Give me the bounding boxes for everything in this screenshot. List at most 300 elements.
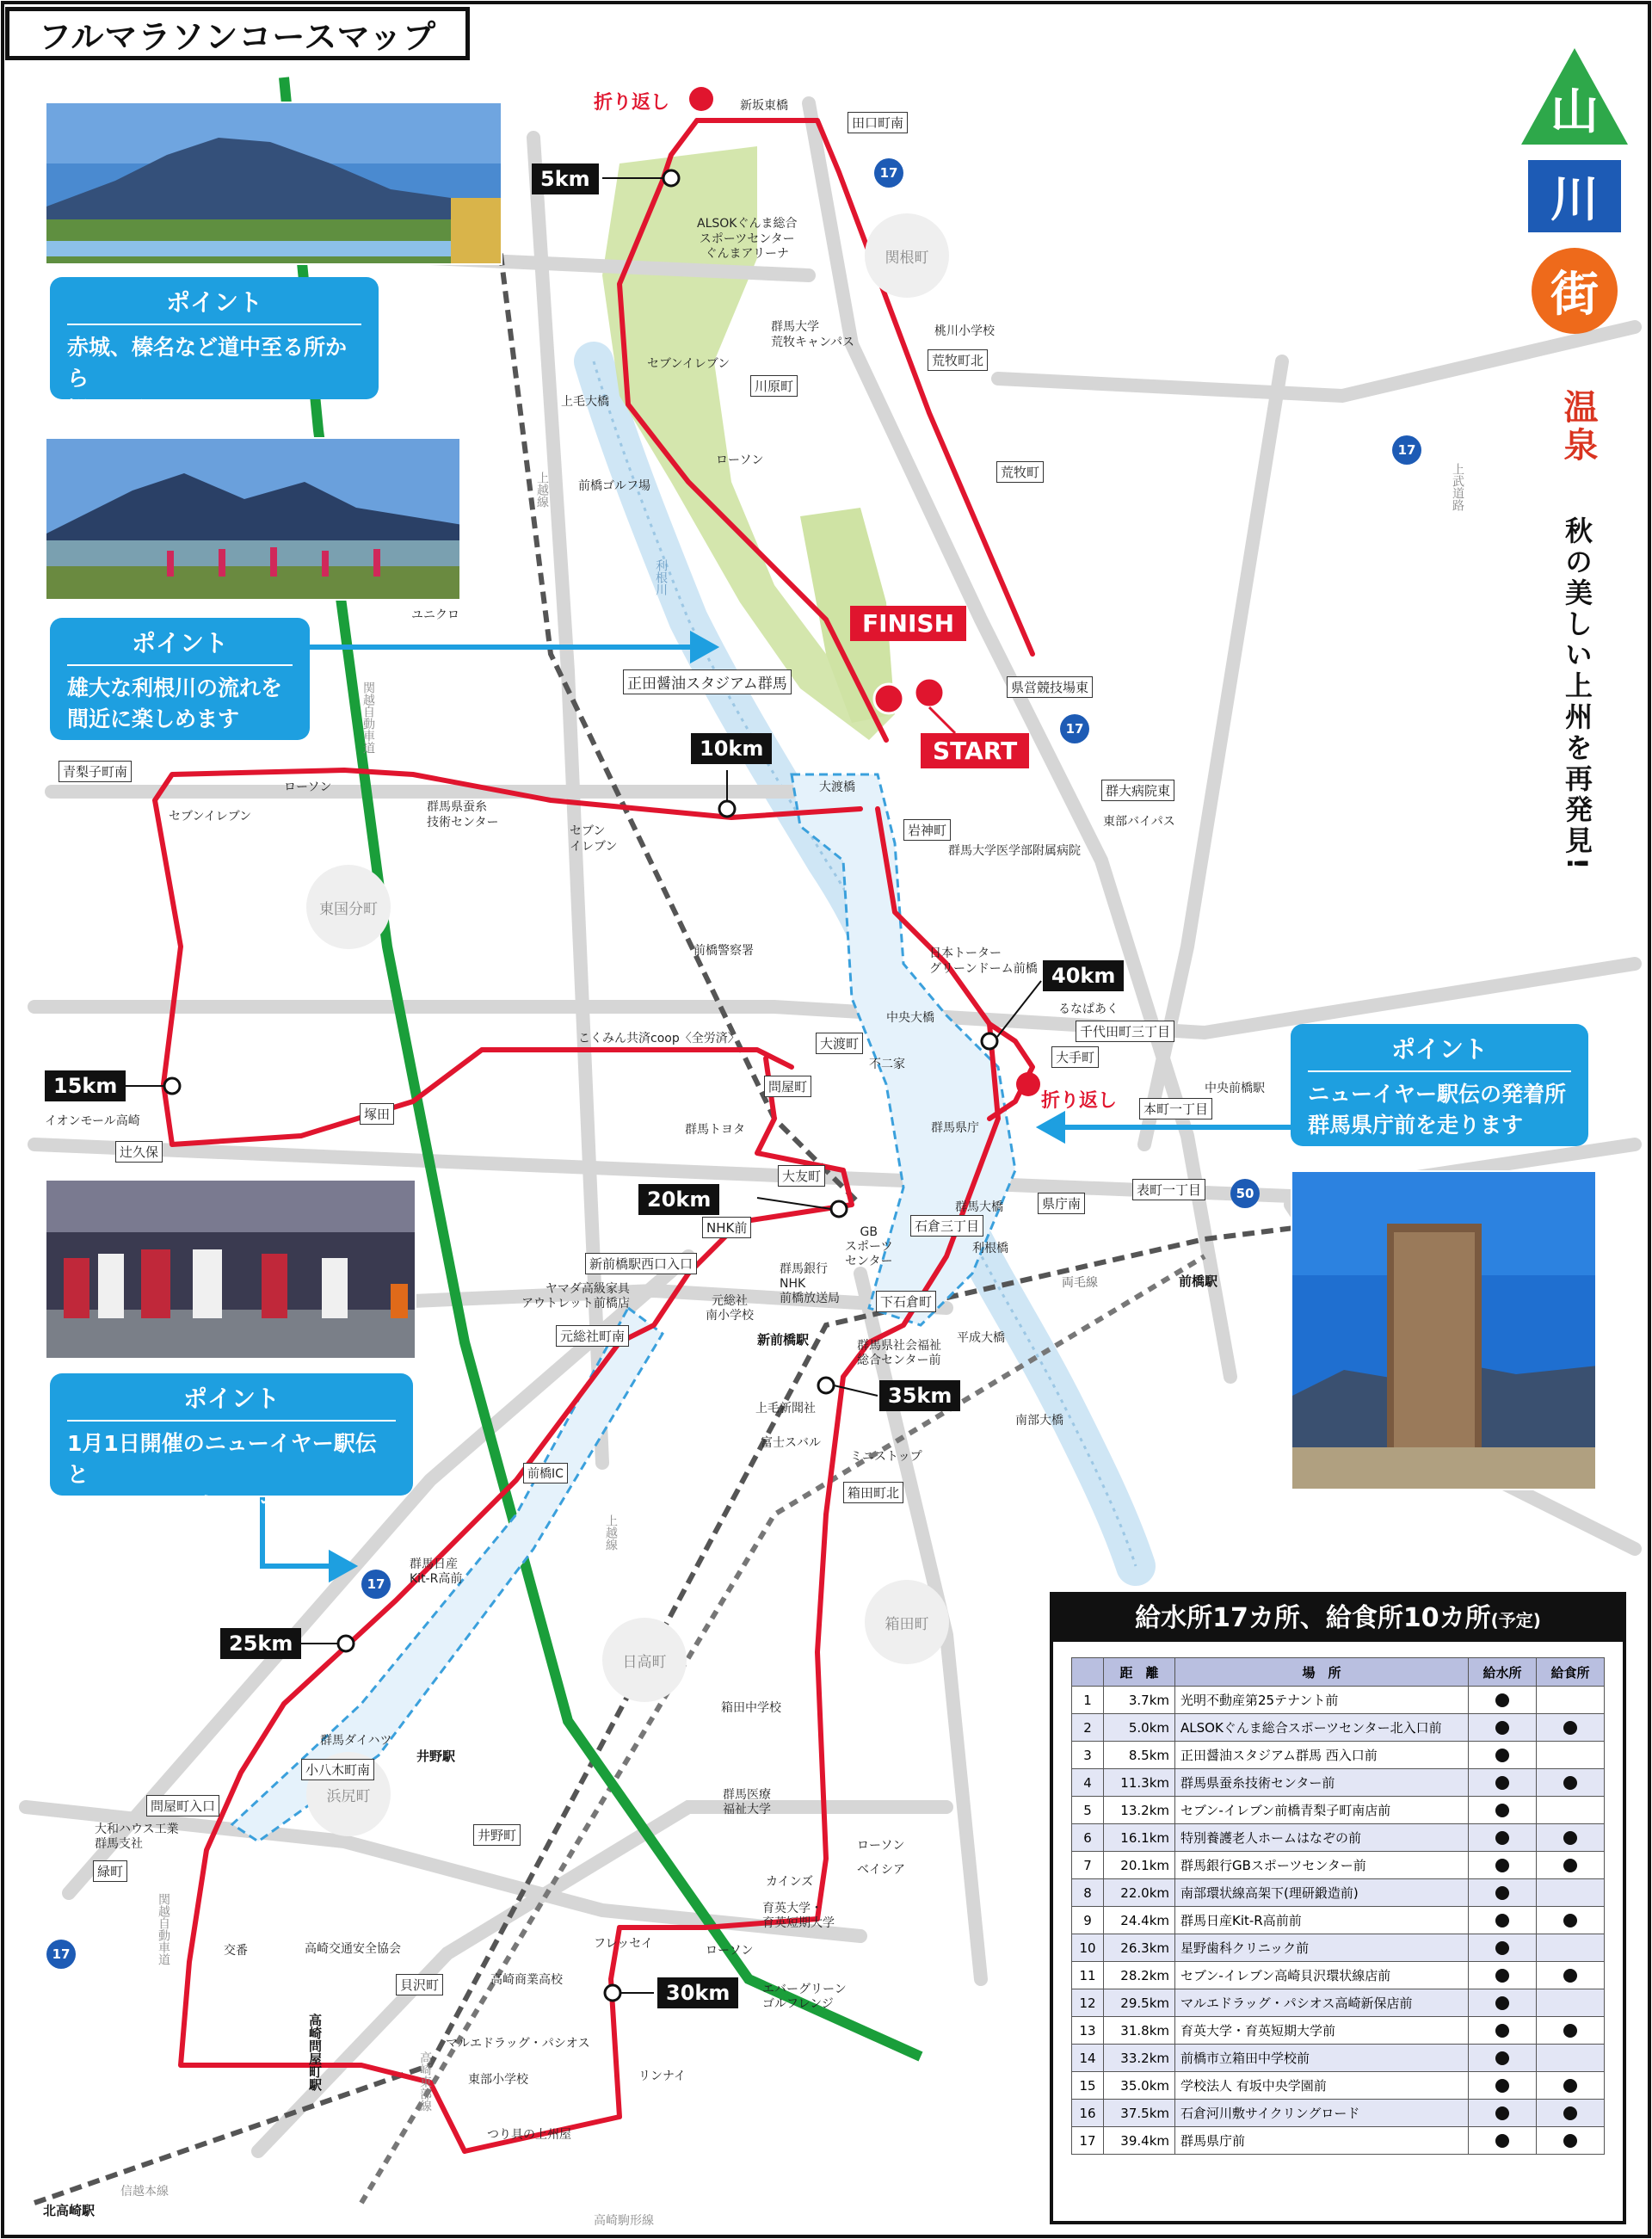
aid-cell-no: 8 (1072, 1879, 1104, 1907)
label-tobu-bypass: 東部バイパス (1103, 815, 1175, 829)
aid-table-header-row (1072, 1658, 1605, 1687)
aid-cell-place: 群馬銀行GBスポーツセンター前 (1175, 1852, 1469, 1879)
label-iryo (723, 1788, 771, 1817)
km-tag-30: 30km (657, 1977, 738, 2008)
label-maebashi-stn: 前橋駅 (1179, 1274, 1218, 1289)
label-takasaki-tonya: 高崎問屋町駅 (307, 2014, 323, 2091)
water-mark (1495, 1831, 1509, 1845)
aid-cell-water (1469, 2072, 1537, 2100)
label-ikuei-line: 育英短期大学 (762, 1915, 835, 1930)
label-gunma-souja: 上越線 (604, 1514, 618, 1551)
aid-cell-no: 10 (1072, 1934, 1104, 1962)
label-yamada (521, 1282, 630, 1311)
route-sign-50 (1230, 1179, 1260, 1208)
water-mark (1495, 1886, 1509, 1900)
label-ote: 大手町 (1051, 1046, 1099, 1068)
label-nissan-line: Kit-R高前 (410, 1571, 463, 1586)
label-dome-line: 日本トーター (929, 947, 1002, 960)
label-tsujikubo: 辻久保 (115, 1141, 163, 1163)
aid-cell-water (1469, 1852, 1537, 1879)
aid-table-row (1072, 2017, 1605, 2045)
label-seven3-line: イレブン (570, 839, 618, 854)
aid-cell-no: 9 (1072, 1907, 1104, 1934)
map-title: フルマラソンコースマップ (5, 7, 470, 60)
food-mark (1563, 2024, 1577, 2038)
label-daiwa (95, 1823, 179, 1852)
aid-cell-place: 群馬県庁前 (1175, 2127, 1469, 2155)
label-heisei: 平成大橋 (957, 1331, 1005, 1345)
river-badge: 川 (1528, 160, 1621, 232)
label-ministop: ミニストップ (850, 1450, 922, 1464)
aid-cell-water (1469, 2017, 1537, 2045)
aid-cell-food (1537, 1824, 1605, 1852)
label-shogyo: 高崎商業高校 (490, 1973, 563, 1987)
aid-cell-no: 17 (1072, 2127, 1104, 2155)
aid-cell-distance: 26.3km (1104, 1934, 1175, 1962)
label-taguchi: 田口町南 (848, 112, 908, 133)
route-sign-17-c (1060, 714, 1089, 743)
label-ikuei-line: 育英大学・ (762, 1902, 823, 1915)
label-gunma-bank: 群馬銀行 (780, 1262, 828, 1276)
point-text-line: 同じコースを走ります (67, 1493, 281, 1519)
label-yamada-line: アウトレット前橋店 (521, 1296, 630, 1311)
aid-cell-food (1537, 2017, 1605, 2045)
river-runners-photo-image (46, 439, 461, 601)
water-mark (1495, 1749, 1509, 1762)
water-mark (1495, 2079, 1509, 2093)
water-mark (1495, 1969, 1509, 1983)
label-ryomo: 両毛線 (1062, 1276, 1098, 1290)
label-seven3 (570, 824, 617, 854)
label-shinmaebashi-w: 新前橋駅西口入口 (585, 1253, 697, 1274)
label-police: 前橋警察署 (693, 944, 754, 958)
town-hakota: 箱田町 (865, 1580, 949, 1664)
aid-col-food: 給食所 (1537, 1658, 1605, 1687)
route-sign-number: 50 (1236, 1186, 1254, 1201)
label-shinetsu: 信越本線 (120, 2185, 169, 2199)
label-tonyamachi: 問屋町 (764, 1076, 811, 1097)
aid-cell-water (1469, 1714, 1537, 1742)
label-lawson3: ローソン (857, 1839, 905, 1853)
label-midori: 緑町 (93, 1860, 127, 1882)
aid-table-row (1072, 1907, 1605, 1934)
label-aramaki: 荒牧町 (996, 461, 1044, 483)
ekiden-runners-photo (45, 1179, 416, 1360)
aid-cell-distance: 8.5km (1104, 1742, 1175, 1769)
aid-cell-distance: 35.0km (1104, 2072, 1175, 2100)
aid-cell-food (1537, 1879, 1605, 1907)
food-mark (1563, 1914, 1577, 1928)
aid-cell-distance: 11.3km (1104, 1769, 1175, 1797)
onsen-label: 温泉 (1558, 389, 1598, 465)
label-gundai-hosp: 群馬大学医学部附属病院 (948, 844, 1081, 858)
aid-table-row (1072, 1962, 1605, 1989)
route-sign-number: 17 (879, 165, 898, 181)
mountain-badge (1521, 48, 1628, 145)
label-iwagami: 岩神町 (903, 819, 951, 841)
point-text-line: 赤城、榛名など道中至る所から (67, 335, 348, 392)
label-chuo-bridge: 中央大橋 (886, 1011, 934, 1025)
label-evergreen (762, 1983, 847, 2012)
km-tag-10: 10km (691, 733, 772, 764)
label-kaizawa: 貝沢町 (396, 1974, 443, 1995)
food-mark (1563, 1859, 1577, 1872)
aid-cell-distance: 28.2km (1104, 1962, 1175, 1989)
aid-cell-distance: 29.5km (1104, 1989, 1175, 2017)
water-mark (1495, 1914, 1509, 1928)
label-fukushi-line: 総合センター前 (857, 1353, 941, 1367)
aid-cell-water (1469, 1742, 1537, 1769)
label-ishikura: 石倉三丁目 (910, 1215, 983, 1237)
aid-cell-distance: 39.4km (1104, 2127, 1175, 2155)
aid-cell-water (1469, 2045, 1537, 2072)
turnaround-north: 折り返し (594, 92, 670, 114)
label-cainz: カインズ (766, 1875, 814, 1889)
aid-cell-no: 3 (1072, 1742, 1104, 1769)
aid-stations-table (1071, 1657, 1605, 2155)
point-text-line: 1月1日開催のニューイヤー駅伝と (67, 1431, 377, 1488)
water-mark (1495, 1721, 1509, 1735)
km-tag-20: 20km (638, 1184, 719, 1215)
label-seven3-line: セブン (570, 824, 606, 838)
town-hamajiri: 浜尻町 (306, 1752, 391, 1836)
aid-cell-food (1537, 1797, 1605, 1824)
point-box-river (50, 618, 310, 740)
point-heading: ポイント (67, 625, 293, 666)
label-seven2: セブンイレブン (169, 810, 252, 823)
label-nissan-line: 群馬日産 (410, 1557, 458, 1571)
label-nissan (410, 1557, 462, 1587)
label-honmachi: 本町一丁目 (1139, 1098, 1212, 1120)
aid-cell-water (1469, 1934, 1537, 1962)
label-gb (845, 1225, 892, 1268)
aid-cell-no: 2 (1072, 1714, 1104, 1742)
label-nhk-mae: NHK前 (702, 1217, 751, 1238)
label-daiwa-line: 群馬支社 (95, 1836, 143, 1851)
aid-col-no (1072, 1658, 1104, 1687)
label-takasaki-tobu: 高崎駒形線 (594, 2214, 654, 2228)
label-gunma-bridge: 群馬大橋 (955, 1200, 1003, 1214)
label-toyota: 群馬トヨタ (685, 1123, 745, 1137)
label-motosouja-elem-line: 南小学校 (706, 1308, 754, 1323)
aid-table-row (1072, 1934, 1605, 1962)
food-mark (1563, 2106, 1577, 2120)
water-mark (1495, 2024, 1509, 2038)
aid-cell-place: 光明不動産第25テナント前 (1175, 1687, 1469, 1714)
label-chiyoda: 千代田町三丁目 (1076, 1021, 1174, 1042)
label-evergreen-line: エバーグリーン (762, 1983, 847, 1996)
aid-cell-place: 南部環状線高架下(理研鍛造前) (1175, 1879, 1469, 1907)
aid-cell-no: 11 (1072, 1962, 1104, 1989)
label-iryo-line: 群馬医療 (723, 1788, 771, 1802)
label-nanbu-bridge: 南部大橋 (1015, 1414, 1063, 1428)
start-tag: START (921, 733, 1029, 768)
label-fujinie: 不二家 (869, 1058, 905, 1071)
aid-stations-note: (予定) (1490, 1610, 1541, 1631)
town-higashikokubu: 東国分町 (306, 865, 391, 949)
label-nhk-line: 前橋放送局 (780, 1291, 840, 1305)
label-daiwa-line: 大和ハウス工業 (95, 1823, 179, 1836)
label-otomo: 大友町 (778, 1165, 825, 1187)
label-gundai-line: 荒牧キャンパス (771, 335, 855, 349)
aid-cell-no: 4 (1072, 1769, 1104, 1797)
prefectural-office-photo-image (1292, 1172, 1597, 1490)
town-badge: 街 (1532, 248, 1618, 334)
label-sanshi (427, 800, 498, 830)
label-sanshi-line: 群馬県蚕糸 (427, 800, 487, 814)
route-sign-17-d (361, 1570, 391, 1599)
food-mark (1563, 1969, 1577, 1983)
aid-cell-food (1537, 1989, 1605, 2017)
aid-cell-distance: 13.2km (1104, 1797, 1175, 1824)
label-shimoishikura: 下石倉町 (876, 1291, 936, 1312)
label-jomo-road: 上武道路 (1451, 463, 1464, 511)
aid-cell-food (1537, 2127, 1605, 2155)
aid-cell-food (1537, 1962, 1605, 1989)
label-otowatari: 大渡町 (816, 1033, 863, 1054)
water-mark (1495, 2051, 1509, 2065)
aid-cell-no: 13 (1072, 2017, 1104, 2045)
label-kohachiki: 小八木町南 (301, 1759, 374, 1780)
food-mark (1563, 1776, 1577, 1790)
aid-cell-food (1537, 1907, 1605, 1934)
route-sign-17-b (1392, 435, 1421, 465)
aid-cell-water (1469, 1687, 1537, 1714)
aid-stations-panel (1050, 1592, 1626, 2224)
aid-cell-food (1537, 1852, 1605, 1879)
label-maebashi-ic: 前橋IC (523, 1463, 568, 1483)
aid-cell-water (1469, 1962, 1537, 1989)
point-heading: ポイント (1308, 1031, 1571, 1072)
label-gundai (771, 320, 854, 350)
point-box-prefectural-office (1291, 1024, 1588, 1146)
mountain-photo-image (46, 103, 502, 265)
town-hidaka: 日高町 (602, 1618, 687, 1702)
point-heading: ポイント (67, 284, 361, 325)
aid-col-distance: 距 離 (1104, 1658, 1175, 1687)
aid-cell-water (1469, 1907, 1537, 1934)
aid-table-body (1072, 1687, 1605, 2155)
route-sign-17-a (874, 158, 903, 188)
label-aramaki-kita: 荒牧町北 (928, 349, 988, 371)
aid-cell-water (1469, 2127, 1537, 2155)
label-beisia: ベイシア (857, 1863, 905, 1877)
aid-cell-no: 14 (1072, 2045, 1104, 2072)
aid-cell-place: 群馬日産Kit-R高前前 (1175, 1907, 1469, 1934)
aid-table-row (1072, 1852, 1605, 1879)
aid-col-water: 給水所 (1469, 1658, 1537, 1687)
aid-cell-place: セブン-イレブン前橋青梨子町南店前 (1175, 1797, 1469, 1824)
aid-cell-water (1469, 1824, 1537, 1852)
river-runners-photo (45, 437, 461, 601)
km-tag-5: 5km (532, 163, 599, 194)
aid-cell-place: 学校法人 有坂中央学園前 (1175, 2072, 1469, 2100)
label-lawson4: ローソン (706, 1944, 754, 1958)
aid-cell-place: 前橋市立箱田中学校前 (1175, 2045, 1469, 2072)
label-chuo-maebashi: 中央前橋駅 (1205, 1082, 1265, 1095)
label-toshi: 利根橋 (972, 1242, 1008, 1255)
water-mark (1495, 1693, 1509, 1707)
point-text-line: 群馬県庁前を走ります (1308, 1113, 1524, 1138)
point-text-line: ニューイヤー駅伝の発着所 (1308, 1082, 1567, 1107)
label-nhk-line: NHK (780, 1277, 806, 1291)
label-stadium: 正田醤油スタジアム群馬 (623, 669, 792, 694)
aid-cell-food (1537, 2045, 1605, 2072)
label-aoyagi: 青梨子町南 (59, 761, 132, 782)
point-text-line: 雄大な利根川の流れを (67, 675, 283, 700)
route-sign-17-e (46, 1940, 76, 1969)
water-mark (1495, 1804, 1509, 1817)
label-lawson1: ローソン (716, 453, 764, 467)
label-iryo-line: 福祉大学 (723, 1802, 771, 1816)
aid-cell-distance: 24.4km (1104, 1907, 1175, 1934)
aid-cell-water (1469, 1769, 1537, 1797)
label-alsok-line: ALSOKぐんま総合 (697, 217, 798, 231)
aid-cell-food (1537, 1687, 1605, 1714)
label-marue: マルエドラッグ・パシオス (446, 2037, 590, 2051)
label-evergreen-line: ゴルフレンジ (762, 1996, 834, 2011)
prefectural-office-photo (1291, 1170, 1597, 1490)
label-tobu-elem: 東部小学校 (468, 2073, 528, 2087)
label-shinsakabashi: 新坂東橋 (740, 99, 788, 113)
aid-cell-distance: 20.1km (1104, 1852, 1175, 1879)
km-tag-35: 35km (879, 1380, 960, 1411)
water-mark (1495, 2134, 1509, 2148)
food-mark (1563, 2134, 1577, 2148)
route-sign-number: 17 (367, 1576, 385, 1592)
food-mark (1563, 2079, 1577, 2093)
aid-stations-title-text: 給水所17カ所、給食所10カ所 (1135, 1603, 1491, 1633)
label-ido: 井野駅 (416, 1749, 456, 1764)
label-otowatari-bridge: 大渡橋 (819, 780, 855, 794)
label-runapark: るなぱあく (1058, 1002, 1119, 1016)
aid-cell-place: ALSOKぐんま総合スポーツセンター北入口前 (1175, 1714, 1469, 1742)
aid-cell-food (1537, 2100, 1605, 2127)
food-mark (1563, 1721, 1577, 1735)
slogan: 秋の美しい上州を再発見! (1561, 516, 1593, 873)
label-alsok-line: ぐんまアリーナ (705, 247, 789, 261)
km-tag-40: 40km (1043, 960, 1124, 991)
label-jomo-shinbun: 上毛新聞社 (755, 1402, 816, 1416)
label-gb-line: GB (860, 1225, 878, 1239)
label-uniqlo: ユニクロ (411, 608, 459, 622)
label-fukushi (857, 1339, 941, 1368)
label-gb-line: スポーツ (845, 1239, 893, 1254)
label-rinnai: リンナイ (638, 2069, 687, 2083)
label-aeon: イオンモール高崎 (45, 1114, 140, 1128)
label-ikuei (762, 1902, 835, 1931)
label-tonyamachi-in: 問屋町入口 (146, 1795, 219, 1816)
aid-table-row (1072, 1989, 1605, 2017)
label-momokawa: 桃川小学校 (934, 324, 995, 338)
point-box-mountains (50, 277, 379, 423)
aid-stations-title (1053, 1595, 1623, 1642)
aid-cell-distance: 5.0km (1104, 1714, 1175, 1742)
label-koban: 交番 (224, 1944, 248, 1958)
aid-cell-food (1537, 1742, 1605, 1769)
label-kotsu: 高崎交通安全協会 (305, 1942, 401, 1956)
water-mark (1495, 1941, 1509, 1955)
label-motosouja: 元総社町南 (556, 1325, 629, 1347)
aid-cell-place: 石倉河川敷サイクリングロード (1175, 2100, 1469, 2127)
label-gundai-line: 群馬大学 (771, 320, 819, 334)
water-mark (1495, 1776, 1509, 1790)
label-fukushi-line: 群馬県社会福祉 (857, 1339, 941, 1353)
aid-cell-water (1469, 1989, 1537, 2017)
turnaround-kencho: 折り返し (1041, 1090, 1118, 1112)
aid-cell-no: 15 (1072, 2072, 1104, 2100)
point-heading: ポイント (67, 1380, 396, 1422)
aid-cell-food (1537, 1769, 1605, 1797)
label-dome (929, 947, 1038, 977)
aid-cell-food (1537, 2072, 1605, 2100)
label-tone: 利根川 (654, 559, 668, 595)
aid-table-row (1072, 1879, 1605, 1907)
aid-table-row (1072, 2072, 1605, 2100)
aid-cell-water (1469, 1879, 1537, 1907)
aid-cell-place: マルエドラッグ・パシオス高崎新保店前 (1175, 1989, 1469, 2017)
aid-table-row (1072, 1797, 1605, 1824)
aid-cell-place: 群馬県蚕糸技術センター前 (1175, 1769, 1469, 1797)
label-kokumin: こくみん共済coop〈全労済〉 (578, 1032, 740, 1045)
km-tag-15: 15km (45, 1070, 126, 1101)
label-motosouja-elem-line: 元総社 (712, 1294, 748, 1308)
label-nhk (780, 1277, 840, 1306)
label-gb-line: センター (845, 1254, 893, 1268)
label-hakota-n: 箱田町北 (843, 1482, 903, 1503)
aid-table-row (1072, 1769, 1605, 1797)
aid-cell-food (1537, 1714, 1605, 1742)
label-takasaki-tobu-2: 高崎東部線 (418, 2051, 432, 2112)
aid-cell-no: 1 (1072, 1687, 1104, 1714)
point-text-line: 望める山々 (67, 397, 176, 423)
aid-table-row (1072, 2127, 1605, 2155)
aid-cell-no: 5 (1072, 1797, 1104, 1824)
aid-table-row (1072, 1714, 1605, 1742)
aid-cell-place: 特別養護老人ホームはなぞの前 (1175, 1824, 1469, 1852)
aid-cell-no: 7 (1072, 1852, 1104, 1879)
point-text-line: 間近に楽しめます (67, 706, 240, 732)
finish-tag: FINISH (850, 606, 966, 641)
label-lawson2: ローソン (284, 780, 332, 794)
mountain-photo (45, 102, 502, 265)
aid-cell-distance: 22.0km (1104, 1879, 1175, 1907)
aid-cell-distance: 33.2km (1104, 2045, 1175, 2072)
aid-cell-water (1469, 2100, 1537, 2127)
aid-cell-food (1537, 1934, 1605, 1962)
label-yamada-line: ヤマダ高級家具 (545, 1282, 630, 1296)
point-box-ekiden (50, 1373, 413, 1519)
water-mark (1495, 1859, 1509, 1872)
label-kencho-minami: 県庁南 (1038, 1193, 1085, 1214)
label-daihatsu: 群馬ダイハツ (320, 1734, 392, 1748)
aid-cell-distance: 37.5km (1104, 2100, 1175, 2127)
label-kamige: 上毛大橋 (561, 395, 609, 409)
town-sekine: 関根町 (865, 213, 949, 298)
label-kenei: 県営競技場東 (1007, 676, 1093, 698)
label-kitatakasaki: 北高崎駅 (43, 2203, 96, 2218)
label-tsuriba: つり具の上州屋 (487, 2128, 571, 2142)
label-joetsu-line: 上越線 (535, 472, 549, 508)
label-golf: 前橋ゴルフ場 (578, 479, 650, 493)
label-seven1: セブンイレブン (647, 357, 730, 371)
aid-cell-place: 育英大学・育英短期大学前 (1175, 2017, 1469, 2045)
label-idomachi: 井野町 (473, 1824, 521, 1846)
aid-cell-distance: 16.1km (1104, 1824, 1175, 1852)
route-sign-number: 17 (1065, 721, 1084, 737)
km-tag-25: 25km (220, 1628, 301, 1659)
aid-table-row (1072, 1824, 1605, 1852)
